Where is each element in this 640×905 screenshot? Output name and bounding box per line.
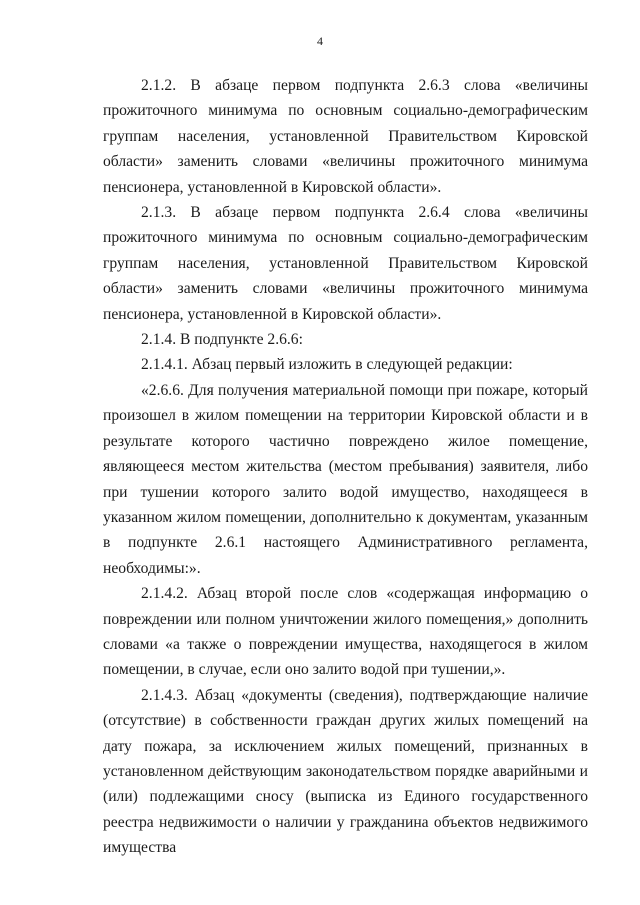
- page-number: 4: [317, 34, 323, 48]
- paragraph-2-1-2: 2.1.2. В абзаце первом подпункта 2.6.3 слова «величины прожиточного минимума по основным социально-демографическим группам населения, установленной Правительством Кировской области» заменить словами «величины прожиточного минимума пенсионера, установленной в Кировской области».: [103, 77, 588, 196]
- paragraph-2-1-4: 2.1.4. В подпункте 2.6.6:: [141, 331, 303, 349]
- paragraph-2-1-4-1: 2.1.4.1. Абзац первый изложить в следующей редакции:: [141, 356, 513, 374]
- paragraph-2-1-3: 2.1.3. В абзаце первом подпункта 2.6.4 слова «величины прожиточного минимума по основным социально-демографическим группам населения, установленной Правительством Кировской области» заменить словами «величины прожиточного минимума пенсионера, установленной в Кировской области».: [103, 204, 588, 323]
- paragraph-2-1-4-2: 2.1.4.2. Абзац второй после слов «содержащая информацию о повреждении или полном уничтожении жилого помещения,» дополнить словами «а также о повреждении имущества, находящегося в жилом помещении, в случае, если оно залито водой при тушении,».: [103, 585, 588, 679]
- paragraph-2-6-6-quote: «2.6.6. Для получения материальной помощи при пожаре, который произошел в жилом помещении на территории Кировской области и в результате которого частично повреждено жилое помещение, являющееся местом жительства (местом пребывания) заявителя, либо при тушении которого залито водой имущество, находящееся в указанном жилом помещении, дополнительно к документам, указанным в подпункте 2.6.1 настоящего Административного регламента, необходимы:».: [103, 381, 588, 577]
- paragraph-2-1-4-3: 2.1.4.3. Абзац «документы (сведения), подтверждающие наличие (отсутствие) в собственности граждан других жилых помещений на дату пожара, за исключением жилых помещений, признанных в установленном действующим законодательством порядке аварийными и (или) подлежащими сносу (выписка из Единого государственного реестра недвижимости о наличии у гражданина объектов недвижимого имущества: [103, 686, 588, 857]
- document-body: [103, 73, 588, 861]
